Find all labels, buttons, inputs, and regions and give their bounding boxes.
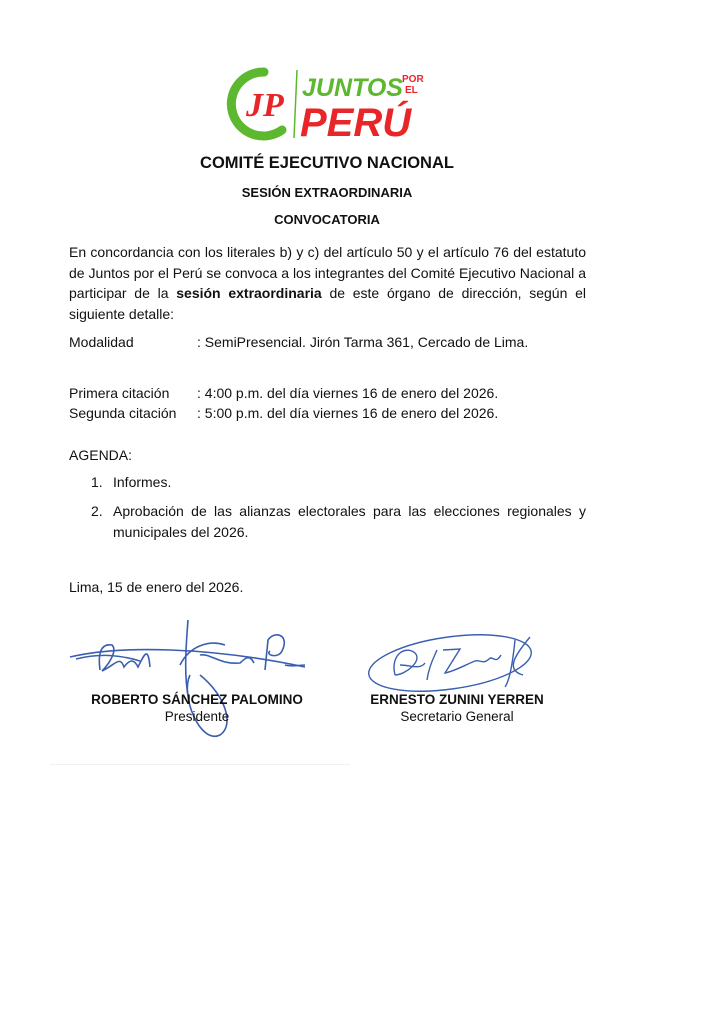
agenda-item: [91, 472, 586, 493]
detail-label: Primera citación: [69, 385, 170, 401]
document-type: CONVOCATORIA: [274, 212, 380, 227]
detail-segunda-citacion: [69, 405, 498, 421]
intro-text-end: de este órgano de dirección, según el siguiente detalle:: [69, 285, 586, 323]
agenda-item: [91, 501, 586, 543]
detail-primera-citacion: [69, 385, 498, 401]
detail-label: Segunda citación: [69, 405, 177, 421]
intro-bold: sesión extraordinaria: [176, 285, 322, 302]
agenda-number: 1.: [91, 474, 103, 490]
detail-value: : 5:00 p.m. del día viernes 16 de enero del 2026.: [197, 405, 499, 421]
party-logo: [224, 66, 436, 142]
session-type: SESIÓN EXTRAORDINARIA: [241, 185, 413, 200]
signer-role: Presidente: [164, 709, 230, 724]
signer-name: ERNESTO ZUNINI YERREN: [370, 692, 544, 707]
signature-block-secretary: [332, 692, 582, 724]
svg-text:JUNTOS: JUNTOS: [302, 74, 403, 102]
page-title: COMITÉ EJECUTIVO NACIONAL: [200, 154, 454, 172]
agenda-text: Informes.: [113, 474, 172, 490]
signer-role: Secretario General: [400, 709, 514, 724]
detail-value: : SemiPresencial. Jirón Tarma 361, Cercado de Lima.: [197, 334, 529, 350]
divider: [50, 764, 350, 765]
signature-block-president: [72, 692, 322, 724]
detail-modalidad: [69, 334, 528, 350]
agenda-number: 2.: [91, 503, 103, 519]
agenda-title: AGENDA:: [69, 447, 133, 463]
svg-text:JP: JP: [246, 87, 284, 124]
signature-secretary: [365, 625, 545, 700]
detail-value: : 4:00 p.m. del día viernes 16 de enero del 2026.: [197, 385, 499, 401]
signer-name: ROBERTO SÁNCHEZ PALOMINO: [91, 692, 303, 707]
place-date: Lima, 15 de enero del 2026.: [69, 579, 244, 595]
intro-text: En concordancia con los literales b) y c) del artículo 50 y el artículo 76 del estatuto de Juntos por el Perú se convoca a los integrantes del Comité Ejecutivo Nacional a participar de la: [69, 244, 586, 302]
intro-paragraph: [69, 242, 586, 325]
svg-text:EL: EL: [405, 85, 418, 96]
detail-label: Modalidad: [69, 334, 134, 350]
signature-president: [60, 615, 320, 745]
agenda-text: Aprobación de las alianzas electorales para las elecciones regionales y municipales del 2026.: [113, 503, 586, 540]
svg-text:POR: POR: [402, 74, 424, 85]
svg-text:PERÚ: PERÚ: [300, 101, 412, 142]
